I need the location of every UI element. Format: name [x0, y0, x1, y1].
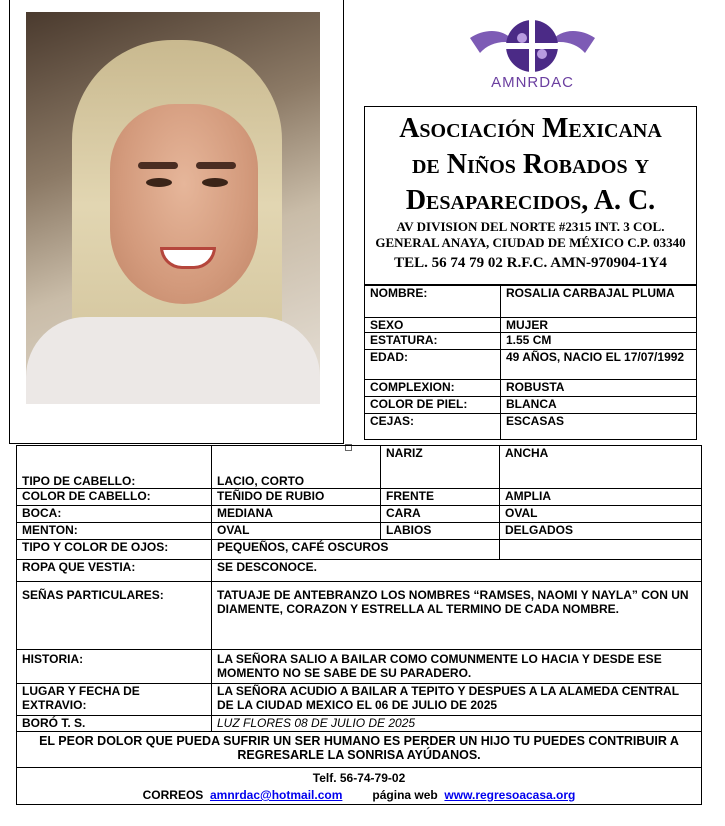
cara-label: CARA [381, 506, 500, 523]
ojos-value: PEQUEÑOS, CAFÉ OSCUROS [212, 540, 500, 560]
historia-value: LA SEÑORA SALIO A BAILAR COMO COMUNMENTE LO HACIA Y DESDE ESE MOMENTO NO SE SABE DE SU PARADERO. [212, 650, 702, 684]
menton-label: MENTON: [17, 523, 212, 540]
ropa-value: SE DESCONOCE. [212, 560, 702, 582]
labios-value: DELGADOS [500, 523, 702, 540]
nariz-label: NARIZ [381, 446, 500, 489]
organization-address: AV DIVISION DEL NORTE #2315 INT. 3 COL. GENERAL ANAYA, CIUDAD DE MÉXICO C.P. 03340 [375, 219, 686, 250]
email-link[interactable]: amnrdac@hotmail.com [209, 788, 343, 802]
ropa-label: ROPA QUE VESTIA: [17, 560, 212, 582]
color-cabello-label: COLOR DE CABELLO: [17, 489, 212, 506]
frente-value: AMPLIA [500, 489, 702, 506]
footer-phone: Telf. 56-74-79-02 [312, 771, 406, 785]
footer-links [22, 787, 696, 804]
nombre-value: ROSALIA CARBAJAL PLUMA [501, 286, 697, 318]
color-cabello-value: TEÑIDO DE RUBIO [212, 489, 381, 506]
organization-phone-rfc: TEL. 56 74 79 02 R.F.C. AMN-970904-1Y4 [394, 255, 667, 271]
nombre-label: NOMBRE: [365, 286, 501, 318]
organization-header [364, 106, 697, 285]
edad-value: 49 AÑOS, NACIO EL 17/07/1992 [501, 350, 697, 380]
boca-label: BOCA: [17, 506, 212, 523]
historia-label: HISTORIA: [17, 650, 212, 684]
correos-label: CORREOS [142, 788, 204, 802]
senas-value: TATUAJE DE ANTEBRANZO LOS NOMBRES “RAMSES, NAOMI Y NAYLA” CON UN DIAMENTE, CORAZON Y ESTRELLA AL TERMINO DE CADA NOMBRE. [212, 582, 702, 650]
labios-label: LABIOS [381, 523, 500, 540]
lugar-label: LUGAR Y FECHA DE EXTRAVIO: [17, 684, 212, 716]
ojos-empty-cell [500, 540, 702, 560]
edad-label: EDAD: [365, 350, 501, 380]
nariz-value: ANCHA [500, 446, 702, 489]
complexion-label: COMPLEXION: [365, 380, 501, 397]
senas-label: SEÑAS PARTICULARES: [17, 582, 212, 650]
cejas-label: CEJAS: [365, 414, 501, 440]
boro-value: LUZ FLORES 08 DE JULIO DE 2025 [212, 716, 702, 732]
complexion-value: ROBUSTA [501, 380, 697, 397]
color-piel-value: BLANCA [501, 397, 697, 414]
sexo-value: MUJER [501, 318, 697, 333]
cejas-value: ESCASAS [501, 414, 697, 440]
color-piel-label: COLOR DE PIEL: [365, 397, 501, 414]
boro-label: BORÓ T. S. [17, 716, 212, 732]
features-table [16, 445, 702, 805]
menton-value: OVAL [212, 523, 381, 540]
missing-person-photo [26, 12, 320, 404]
organization-name: Asociación Mexicana de Niños Robados y Desaparecidos, A. C. [399, 113, 662, 216]
web-label: página web [372, 788, 438, 802]
website-link[interactable]: www.regresoacasa.org [444, 788, 576, 802]
estatura-label: ESTATURA: [365, 333, 501, 350]
estatura-value: 1.55 CM [501, 333, 697, 350]
lugar-value: LA SEÑORA ACUDIO A BAILAR A TEPITO Y DESPUES A LA ALAMEDA CENTRAL DE LA CIUDAD MEXICO EL 06 DE JULIO DE 2025 [212, 684, 702, 716]
boca-value: MEDIANA [212, 506, 381, 523]
tipo-cabello-label: TIPO DE CABELLO: [17, 446, 212, 489]
logo-text: AMNRDAC [491, 74, 574, 91]
frente-label: FRENTE [381, 489, 500, 506]
sexo-label: SEXO [365, 318, 501, 333]
personal-info-table [364, 285, 697, 440]
cara-value: OVAL [500, 506, 702, 523]
footer-contact [17, 768, 702, 805]
tipo-cabello-value: LACIO, CORTO [212, 446, 381, 489]
footer-message: EL PEOR DOLOR QUE PUEDA SUFRIR UN SER HUMANO ES PERDER UN HIJO TU PUEDES CONTRIBUIR A REGRESARLE LA SONRISA AYÚDANOS. [17, 732, 702, 768]
ojos-label: TIPO Y COLOR DE OJOS: [17, 540, 212, 560]
